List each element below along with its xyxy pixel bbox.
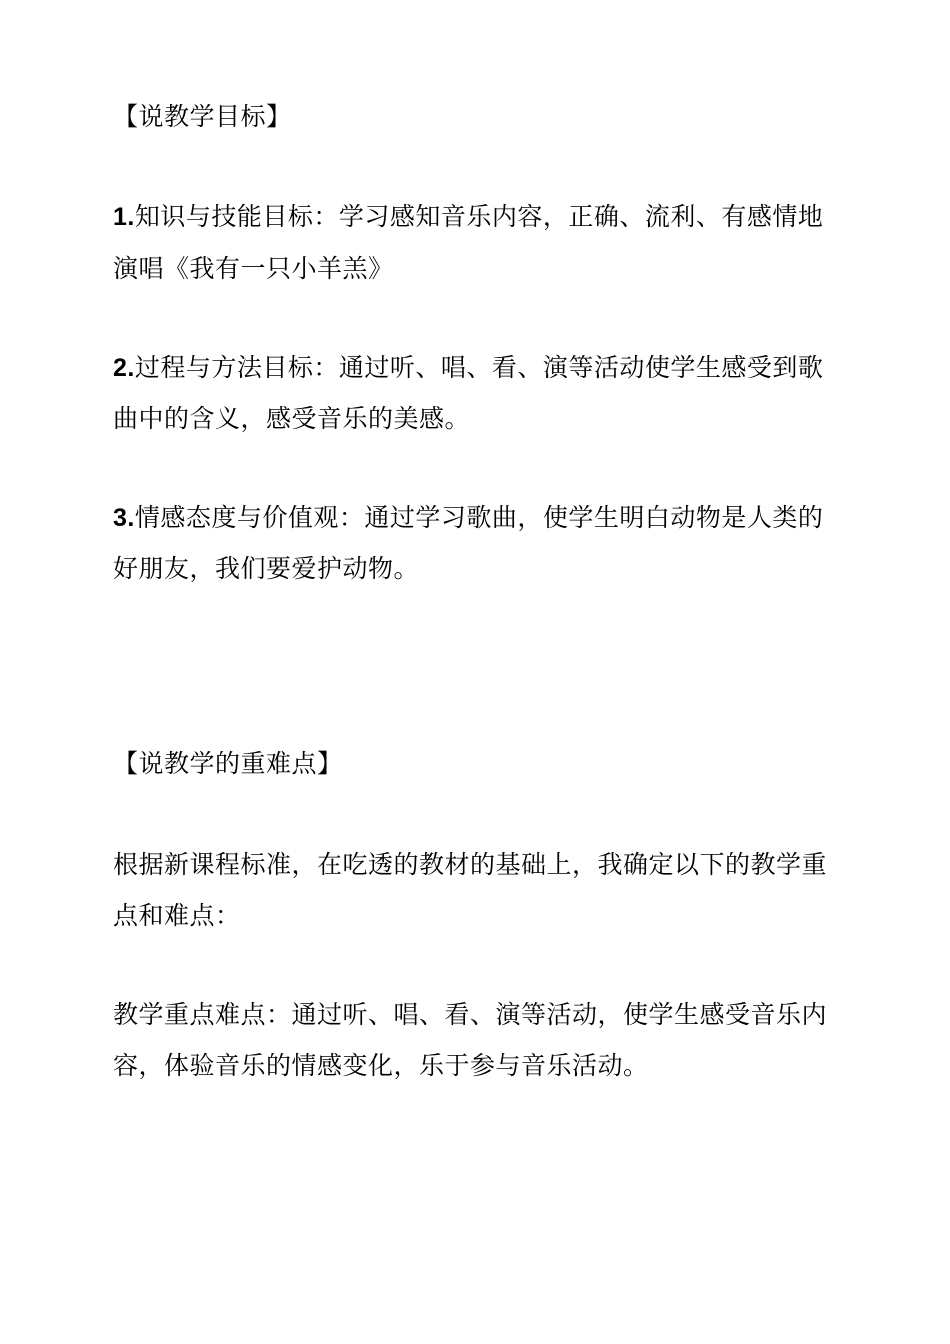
goal-2-text: 过程与方法目标：通过听、唱、看、演等活动使学生感受到歌 <box>134 353 824 382</box>
goal-3-number: 3. <box>113 504 135 532</box>
key-points-intro-line-1: 根据新课程标准，在吃透的教材的基础上，我确定以下的教学重 <box>113 850 828 879</box>
goal-1-line-1 <box>113 200 823 234</box>
goal-3-text: 情感态度与价值观：通过学习歌曲，使学生明白动物是人类的 <box>134 503 824 532</box>
goal-3-line-1 <box>113 501 823 535</box>
goal-1-line-2: 演唱《我有一只小羊羔》 <box>113 254 394 283</box>
key-points-body-line-1: 教学重点难点：通过听、唱、看、演等活动，使学生感受音乐内 <box>113 1000 828 1029</box>
goal-2-line-1 <box>113 351 823 385</box>
key-points-body-line-2: 容，体验音乐的情感变化，乐于参与音乐活动。 <box>113 1051 649 1080</box>
goal-2-line-2: 曲中的含义，感受音乐的美感。 <box>113 404 471 433</box>
key-points-intro-line-2: 点和难点： <box>113 901 241 930</box>
section-heading-key-points: 【说教学的重难点】 <box>113 749 343 778</box>
goal-2-number: 2. <box>113 354 135 382</box>
goal-1-number: 1. <box>113 203 135 231</box>
section-heading-teaching-goals: 【说教学目标】 <box>113 102 292 131</box>
goal-3-line-2: 好朋友，我们要爱护动物。 <box>113 554 420 583</box>
goal-1-text: 知识与技能目标：学习感知音乐内容，正确、流利、有感情地 <box>134 202 824 231</box>
